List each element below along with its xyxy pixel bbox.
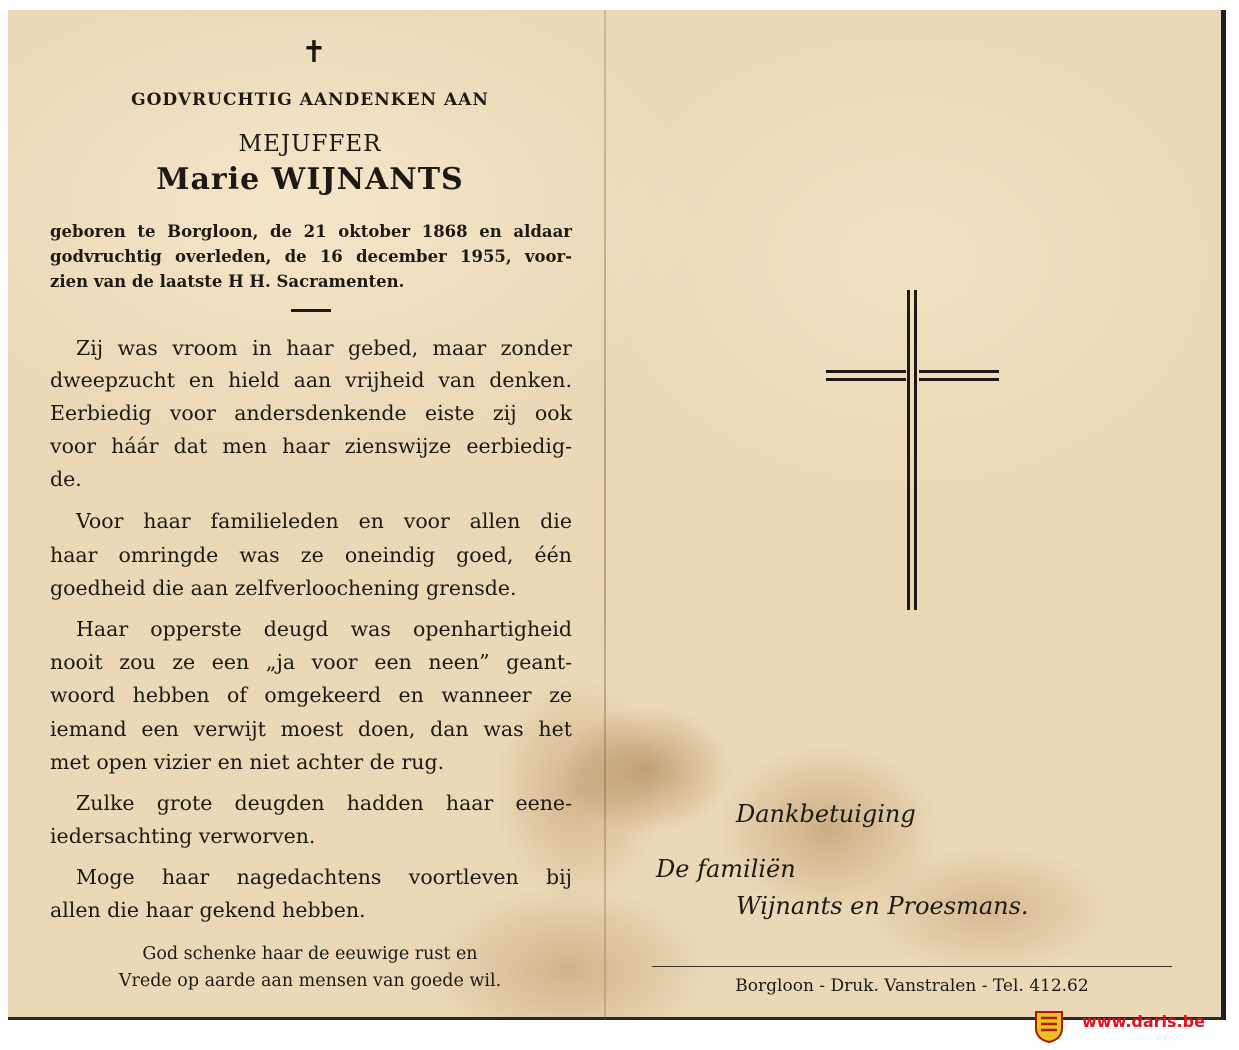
deceased-name: Marie WIJNANTS (156, 162, 464, 197)
paragraph-line: de. (50, 467, 82, 491)
thanks-family-label: De familiën (656, 855, 796, 883)
paragraph-line: voor háár dat men haar zienswijze eerbiedig- (50, 434, 572, 458)
paragraph-line: iemand een verwijt moest doen, dan was het (50, 717, 572, 741)
paragraph-line: Voor haar familieleden en voor allen die (76, 509, 572, 533)
paragraph-line: goedheid die aan zelfverloochening grensde. (50, 576, 517, 600)
paragraph-line: iedersachting verworven. (50, 824, 316, 848)
small-cross-icon: ✝ (301, 35, 327, 70)
paragraph-line: Zulke grote deugden hadden haar eene- (76, 791, 572, 815)
paragraph-line: met open vizier en niet achter de rug. (50, 750, 445, 774)
paragraph-line: Moge haar nagedachtens voortleven bij (76, 865, 572, 889)
printer-imprint: Borgloon - Druk. Vanstralen - Tel. 412.62 (735, 976, 1089, 996)
paragraph-line: Eerbiedig voor andersdenkende eiste zij ook (50, 401, 572, 425)
paragraph-line: woord hebben of omgekeerd en wanneer ze (50, 683, 572, 707)
large-cross-icon (820, 285, 1010, 615)
thanks-family-names: Wijnants en Proesmans. (736, 892, 1029, 920)
watermark-text[interactable]: www.daris.be (1082, 1012, 1205, 1031)
closing-line: Vrede op aarde aan mensen van goede wil. (118, 971, 502, 991)
card-fold (604, 10, 606, 1020)
card-heading: GODVRUCHTIG AANDENKEN AAN (131, 90, 489, 110)
paragraph-line: Haar opperste deugd was openhartigheid (76, 617, 572, 641)
paragraph-line: Zij was vroom in haar gebed, maar zonder (76, 336, 572, 360)
closing-line: God schenke haar de eeuwige rust en (142, 944, 478, 964)
thanks-title: Dankbetuiging (736, 800, 916, 828)
paragraph-line: allen die haar gekend hebben. (50, 898, 366, 922)
divider (291, 309, 331, 312)
paragraph-line: haar omringde was ze oneindig goed, één (50, 543, 572, 567)
paragraph-line: dweepzucht en hield aan vrijheid van denken. (50, 368, 572, 392)
bio-line: godvruchtig overleden, de 16 december 1955, voor- (50, 247, 572, 266)
printer-rule (652, 966, 1172, 967)
bio-line: geboren te Borgloon, de 21 oktober 1868 en aldaar (50, 222, 572, 241)
paragraph-line: nooit zou ze een „ja voor een neen” geant- (50, 650, 572, 674)
bio-line: zien van de laatste H H. Sacramenten. (50, 272, 405, 291)
deceased-title: MEJUFFER (238, 131, 382, 157)
